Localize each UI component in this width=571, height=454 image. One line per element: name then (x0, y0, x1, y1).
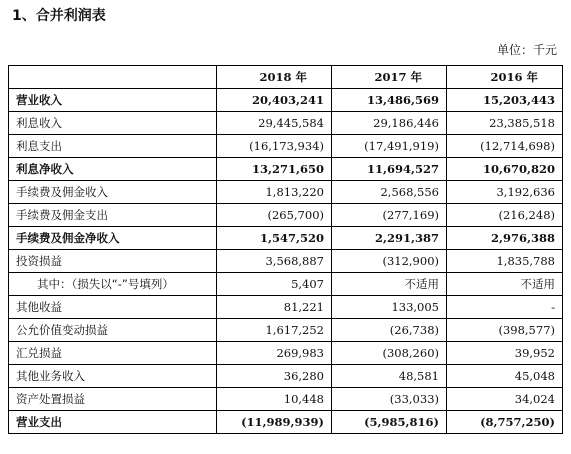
value-cell-2018: 10,448 (217, 388, 332, 411)
value-cell-2016: (216,248) (447, 204, 563, 227)
value-cell-2016: (12,714,698) (447, 135, 563, 158)
value-cell-2018: 269,983 (217, 342, 332, 365)
value-cell-2018: 1,547,520 (217, 227, 332, 250)
row-label: 利息支出 (9, 135, 217, 158)
row-label: 利息净收入 (9, 158, 217, 181)
section-title: 1、合并利润表 (12, 8, 106, 24)
row-label: 其中：（损失以“-”号填列） (9, 273, 217, 296)
row-label: 营业支出 (9, 411, 217, 434)
value-cell-2018: 20,403,241 (217, 89, 332, 112)
table-row (9, 158, 563, 181)
table-row (9, 250, 563, 273)
value-cell-2016: 3,192,636 (447, 181, 563, 204)
value-cell-2017: 13,486,569 (332, 89, 447, 112)
value-cell-2016: 10,670,820 (447, 158, 563, 181)
value-cell-2016: 34,024 (447, 388, 563, 411)
value-cell-2017: 2,291,387 (332, 227, 447, 250)
value-cell-2017: 29,186,446 (332, 112, 447, 135)
value-cell-2018: 1,813,220 (217, 181, 332, 204)
table-row (9, 89, 563, 112)
value-cell-2017: (17,491,919) (332, 135, 447, 158)
value-cell-2018: (265,700) (217, 204, 332, 227)
value-cell-2018: 5,407 (217, 273, 332, 296)
value-cell-2017: 11,694,527 (332, 158, 447, 181)
value-cell-2016: (398,577) (447, 319, 563, 342)
value-cell-2017: (33,033) (332, 388, 447, 411)
value-cell-2017: (5,985,816) (332, 411, 447, 434)
table-row (9, 296, 563, 319)
row-label: 投资损益 (9, 250, 217, 273)
header-row (9, 66, 563, 89)
table-row (9, 411, 563, 434)
value-cell-2018: (16,173,934) (217, 135, 332, 158)
value-cell-2016: 2,976,388 (447, 227, 563, 250)
table-row (9, 273, 563, 296)
row-label: 汇兑损益 (9, 342, 217, 365)
row-label: 手续费及佣金净收入 (9, 227, 217, 250)
value-cell-2017: 48,581 (332, 365, 447, 388)
value-cell-2016: 1,835,788 (447, 250, 563, 273)
value-cell-2018: 3,568,887 (217, 250, 332, 273)
value-cell-2017: (277,169) (332, 204, 447, 227)
value-cell-2016: 不适用 (447, 273, 563, 296)
table-row (9, 112, 563, 135)
value-cell-2017: (26,738) (332, 319, 447, 342)
row-label: 手续费及佣金支出 (9, 204, 217, 227)
row-label: 营业收入 (9, 89, 217, 112)
unit-label: 单位：千元 (496, 43, 557, 57)
row-label: 公允价值变动损益 (9, 319, 217, 342)
table-row (9, 204, 563, 227)
table-row (9, 365, 563, 388)
table-row (9, 135, 563, 158)
value-cell-2017: 133,005 (332, 296, 447, 319)
value-cell-2017: 不适用 (332, 273, 447, 296)
table-row (9, 319, 563, 342)
value-cell-2018: 36,280 (217, 365, 332, 388)
header-cell-2018: 2018 年 (217, 66, 332, 89)
value-cell-2016: 23,385,518 (447, 112, 563, 135)
value-cell-2017: 2,568,556 (332, 181, 447, 204)
table-row (9, 181, 563, 204)
header-cell-2016: 2016 年 (447, 66, 563, 89)
value-cell-2016: 45,048 (447, 365, 563, 388)
row-label: 利息收入 (9, 112, 217, 135)
row-label: 其他业务收入 (9, 365, 217, 388)
value-cell-2016: 15,203,443 (447, 89, 563, 112)
value-cell-2017: (312,900) (332, 250, 447, 273)
value-cell-2018: 81,221 (217, 296, 332, 319)
value-cell-2016: - (447, 296, 563, 319)
row-label: 资产处置损益 (9, 388, 217, 411)
table-row (9, 342, 563, 365)
income-statement-table (8, 65, 563, 434)
row-label: 手续费及佣金收入 (9, 181, 217, 204)
table-row (9, 227, 563, 250)
row-label: 其他收益 (9, 296, 217, 319)
value-cell-2016: 39,952 (447, 342, 563, 365)
value-cell-2018: 1,617,252 (217, 319, 332, 342)
value-cell-2018: 29,445,584 (217, 112, 332, 135)
header-cell-2017: 2017 年 (332, 66, 447, 89)
table-row (9, 388, 563, 411)
value-cell-2018: 13,271,650 (217, 158, 332, 181)
value-cell-2016: (8,757,250) (447, 411, 563, 434)
header-cell-label (9, 66, 217, 89)
value-cell-2017: (308,260) (332, 342, 447, 365)
value-cell-2018: (11,989,939) (217, 411, 332, 434)
